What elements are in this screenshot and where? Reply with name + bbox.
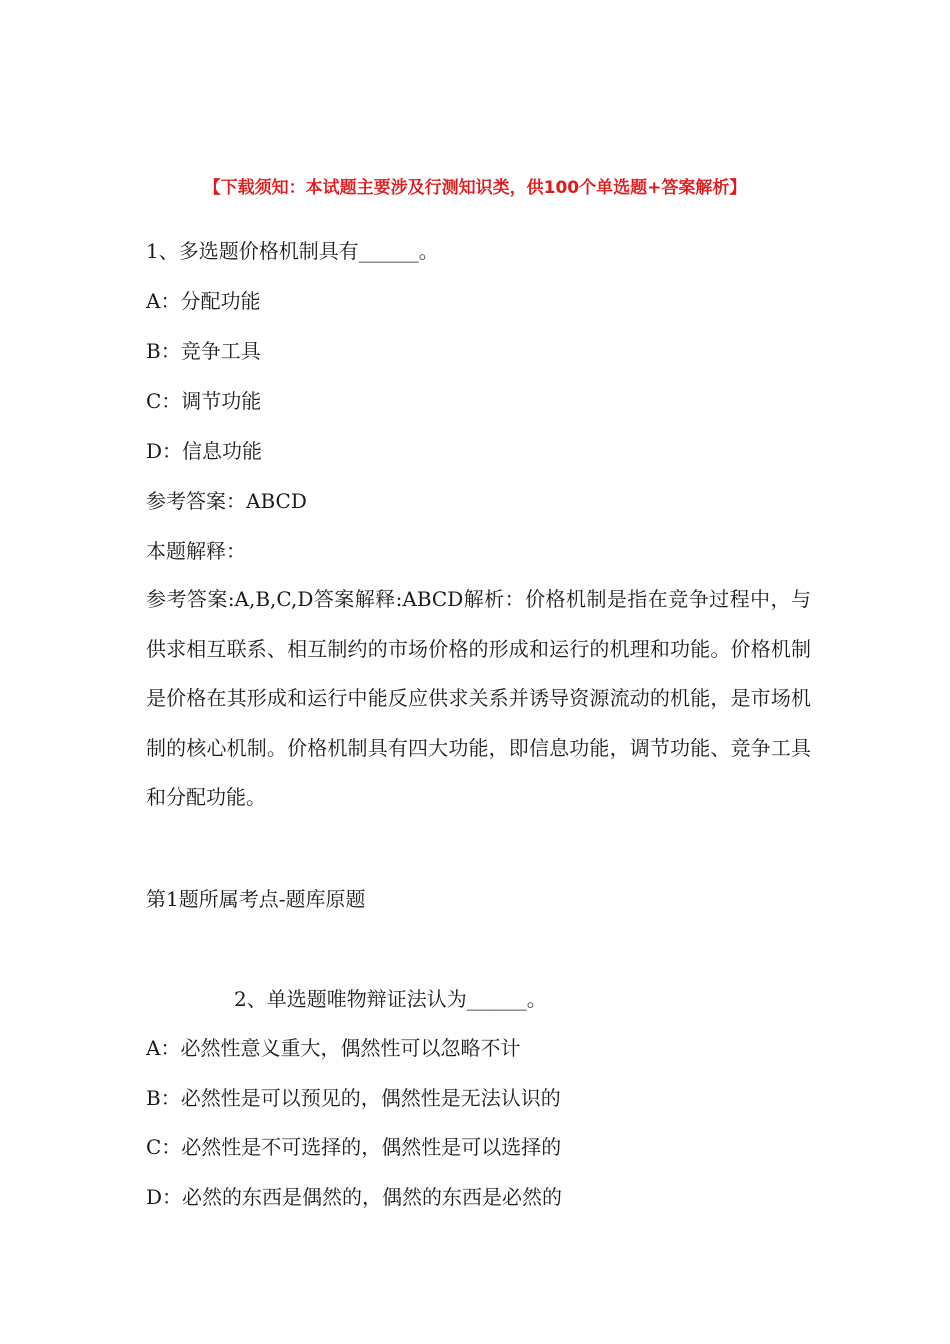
question-2-option-a: A：必然性意义重大，偶然性可以忽略不计 — [146, 1036, 521, 1060]
question-2-option-b: B：必然性是可以预见的，偶然性是无法认识的 — [146, 1086, 561, 1110]
question-1-option-b: B：竞争工具 — [146, 339, 261, 363]
question-1-option-a: A：分配功能 — [146, 289, 261, 313]
question-1-option-d: D：信息功能 — [146, 439, 263, 463]
download-notice: 【下载须知：本试题主要涉及行测知识类，供100个单选题+答案解析】 — [203, 178, 747, 198]
question-2-option-d: D：必然的东西是偶然的，偶然的东西是必然的 — [146, 1185, 563, 1209]
question-1-option-c: C：调节功能 — [146, 389, 262, 413]
question-1-explanation: 参考答案:A,B,C,D答案解释:ABCD解析：价格机制是指在竞争过程中，与供求相互联系、相互制约的市场价格的形成和运行的机理和功能。价格机制是价格在其形成和运行中能反应供求关系并诱导资源流动的机能，是市场机制的核心机制。价格机制具有四大功能，即信息功能，调节功能、竞争工具和分配功能。 — [146, 587, 811, 809]
question-1-stem: 1、多选题价格机制具有______。 — [146, 239, 439, 263]
question-1-answer: 参考答案：ABCD — [146, 489, 307, 513]
question-1-explanation-label: 本题解释： — [146, 539, 246, 563]
question-2-option-c: C：必然性是不可选择的，偶然性是可以选择的 — [146, 1135, 562, 1159]
question-2-stem: 2、单选题唯物辩证法认为______。 — [234, 987, 547, 1011]
question-1-point: 第1题所属考点-题库原题 — [146, 887, 366, 911]
